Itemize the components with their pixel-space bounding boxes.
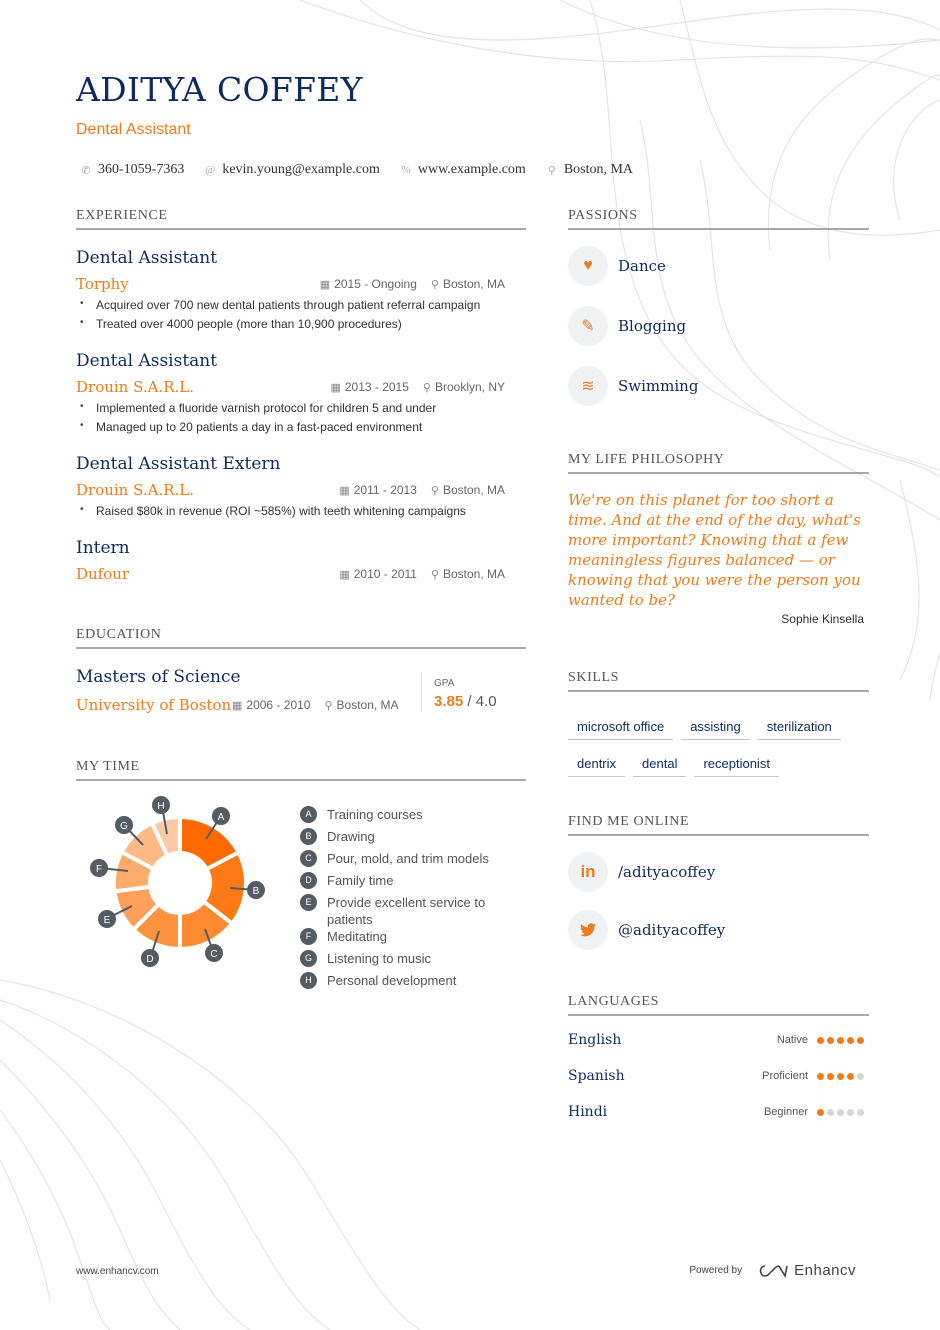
passion-item xyxy=(568,366,698,406)
legend-item: C Pour, mold, and trim models xyxy=(300,850,520,867)
passion-item xyxy=(568,306,686,346)
calendar-icon: ▦ xyxy=(232,700,243,712)
svg-text:H: H xyxy=(157,801,165,812)
job-dates: 2013 - 2015 xyxy=(344,380,409,394)
skills-rule xyxy=(568,690,869,692)
online-linkedin[interactable] xyxy=(568,852,715,892)
online-heading: FIND ME ONLINE xyxy=(568,814,690,829)
job-company: Drouin S.A.R.L. xyxy=(76,378,195,396)
job-title: Dental Assistant Extern xyxy=(76,454,281,474)
languages-heading: LANGUAGES xyxy=(568,994,659,1009)
email-text: kevin.young@example.com xyxy=(222,162,380,177)
language-rating xyxy=(817,1037,864,1044)
school-name: University of Boston xyxy=(76,696,232,714)
legend-item: F Meditating xyxy=(300,928,520,945)
job-company: Dufour xyxy=(76,565,130,583)
twitter-handle: @adityacoffey xyxy=(618,921,726,939)
svg-text:G: G xyxy=(120,821,128,832)
enhancv-logo[interactable] xyxy=(756,1262,856,1279)
twitter-icon xyxy=(568,910,608,950)
language-rating xyxy=(817,1073,864,1080)
brand-name: Enhancv xyxy=(794,1262,856,1279)
my-time-rule xyxy=(76,779,526,781)
skills-heading: SKILLS xyxy=(568,670,620,685)
job-meta xyxy=(339,567,505,581)
svg-text:E: E xyxy=(103,915,111,926)
calendar-icon: ▦ xyxy=(319,279,331,291)
philosophy-rule xyxy=(568,472,869,474)
language-level: Native xyxy=(776,1034,808,1046)
education-dates: 2006 - 2010 xyxy=(246,698,311,712)
job-title: Intern xyxy=(76,538,130,558)
experience-heading: EXPERIENCE xyxy=(76,208,168,223)
philosophy-heading: MY LIFE PHILOSOPHY xyxy=(568,452,725,467)
skill-tag: assisting xyxy=(681,716,750,740)
legend-item: D Family time xyxy=(300,872,520,889)
passions-rule xyxy=(568,228,869,230)
location-pin-icon: ⚲ xyxy=(430,485,439,497)
job-bullet: • Treated over 4000 people (more than 10,900 procedures) xyxy=(80,317,402,331)
passion-label: Dance xyxy=(618,257,666,275)
skill-tag: sterilization xyxy=(758,716,841,740)
website-text: www.example.com xyxy=(417,162,526,177)
job-location: Boston, MA xyxy=(442,277,505,291)
swimmer-icon: ≋ xyxy=(568,366,608,406)
at-icon: @ xyxy=(205,164,216,176)
skill-tag: dentrix xyxy=(568,753,625,777)
job-location: Boston, MA xyxy=(442,567,505,581)
language-name: English xyxy=(568,1032,622,1048)
my-time-heading: MY TIME xyxy=(76,759,140,774)
contact-email[interactable] xyxy=(204,162,380,178)
legend-item: B Drawing xyxy=(300,828,520,845)
svg-text:B: B xyxy=(252,886,260,897)
job-bullet: • Acquired over 700 new dental patients through patient referral campaign xyxy=(80,298,481,312)
job-company: Drouin S.A.R.L. xyxy=(76,481,195,499)
education-rule xyxy=(76,647,526,649)
calendar-icon: ▦ xyxy=(330,382,341,394)
job-meta xyxy=(330,380,505,394)
quote-author: Sophie Kinsella xyxy=(781,612,864,626)
gpa-value: 3.85 / 4.0 xyxy=(434,693,497,710)
location-pin-icon: ⚲ xyxy=(422,382,431,394)
education-heading: EDUCATION xyxy=(76,627,162,642)
calendar-icon: ▦ xyxy=(339,569,350,581)
location-pin-icon: ⚲ xyxy=(547,164,556,177)
language-row xyxy=(568,1068,864,1084)
language-row xyxy=(568,1104,864,1120)
language-rating xyxy=(817,1109,864,1116)
language-name: Hindi xyxy=(568,1104,608,1120)
languages-rule xyxy=(568,1014,869,1016)
linkedin-icon: in xyxy=(568,852,608,892)
skill-tag: receptionist xyxy=(694,753,778,777)
job-bullet: • Implemented a fluoride varnish protocol for children 5 and under xyxy=(80,401,437,415)
experience-rule xyxy=(76,228,526,230)
job-meta xyxy=(339,483,505,497)
phone-icon: ✆ xyxy=(81,164,91,177)
candidate-role: Dental Assistant xyxy=(76,121,191,138)
footer-site-link[interactable]: www.enhancv.com xyxy=(76,1266,159,1277)
passions-heading: PASSIONS xyxy=(568,208,638,223)
skills-list xyxy=(568,716,868,777)
skill-tag: dental xyxy=(633,753,686,777)
job-bullet: • Raised $80k in revenue (ROI ~585%) with teeth whitening campaigns xyxy=(80,504,466,518)
online-rule xyxy=(568,834,869,836)
degree-title: Masters of Science xyxy=(76,667,241,687)
location-pin-icon: ⚲ xyxy=(430,569,439,581)
philosophy-quote: We're on this planet for too short a time. And at the end of the day, what's more important? Knowing that a few meaningless figures balanced — or knowing that you were the person you wanted to be? xyxy=(568,491,861,609)
job-dates: 2011 - 2013 xyxy=(353,483,417,497)
phone-text: 360-1059-7363 xyxy=(98,162,185,177)
language-level: Proficient xyxy=(762,1070,808,1082)
gpa-label: GPA xyxy=(434,678,455,689)
location-text: Boston, MA xyxy=(563,162,634,177)
pencil-icon: ✎ xyxy=(568,306,608,346)
education-meta xyxy=(232,698,399,712)
legend-item: H Personal development xyxy=(300,972,520,989)
svg-text:D: D xyxy=(146,954,154,965)
language-row xyxy=(568,1032,864,1048)
job-dates: 2010 - 2011 xyxy=(353,567,417,581)
job-title: Dental Assistant xyxy=(76,351,218,371)
location-pin-icon: ⚲ xyxy=(430,279,439,291)
contact-website[interactable] xyxy=(400,162,526,178)
contact-phone[interactable] xyxy=(80,162,184,178)
job-company: Torphy xyxy=(76,275,129,293)
link-icon: % xyxy=(401,164,411,176)
my-time-legend xyxy=(300,806,520,994)
svg-text:C: C xyxy=(210,949,218,960)
gpa-divider xyxy=(421,672,422,712)
enhancv-logo-icon xyxy=(756,1263,788,1279)
linkedin-handle: /adityacoffey xyxy=(618,863,716,881)
education-location: Boston, MA xyxy=(336,698,399,712)
job-title: Dental Assistant xyxy=(76,248,218,268)
passion-label: Blogging xyxy=(618,317,687,335)
skill-tag: microsoft office xyxy=(568,716,673,740)
job-meta xyxy=(320,277,505,291)
legend-item: E Provide excellent service to patients xyxy=(300,894,520,928)
svg-text:A: A xyxy=(217,812,225,823)
online-twitter[interactable] xyxy=(568,910,725,950)
location-pin-icon: ⚲ xyxy=(324,700,333,712)
calendar-icon: ▦ xyxy=(339,485,350,497)
language-level: Beginner xyxy=(763,1106,808,1118)
my-time-donut-chart xyxy=(80,790,280,980)
job-bullet: • Managed up to 20 patients a day in a fast-paced environment xyxy=(80,420,423,434)
candidate-name: ADITYA COFFEY xyxy=(76,70,363,109)
language-name: Spanish xyxy=(568,1068,625,1084)
passion-label: Swimming xyxy=(618,377,699,395)
legend-item: G Listening to music xyxy=(300,950,520,967)
job-location: Boston, MA xyxy=(442,483,505,497)
footer-branding xyxy=(689,1262,856,1279)
passion-item xyxy=(568,246,666,286)
contact-location xyxy=(546,162,633,178)
svg-text:F: F xyxy=(95,864,103,875)
legend-item: A Training courses xyxy=(300,806,520,823)
powered-by-label: Powered by xyxy=(689,1265,743,1276)
job-dates: 2015 - Ongoing xyxy=(334,277,417,291)
contact-bar xyxy=(80,162,633,178)
job-location: Brooklyn, NY xyxy=(434,380,505,394)
heart-icon: ♥ xyxy=(568,246,608,286)
